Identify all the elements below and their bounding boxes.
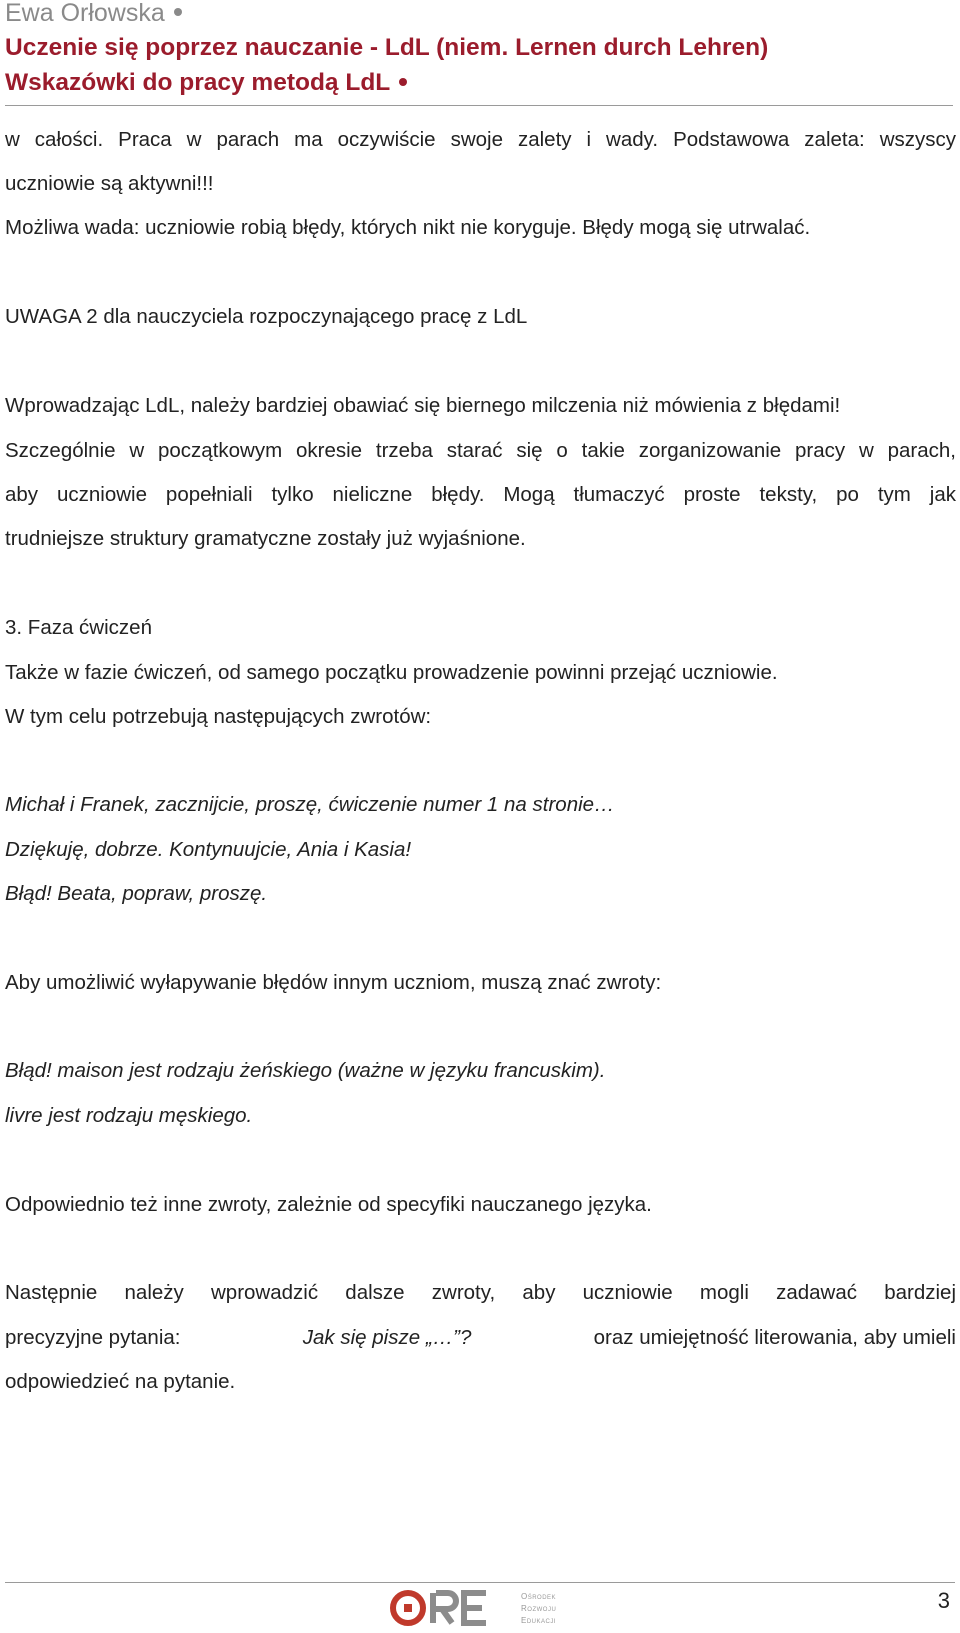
- paragraph-line: W tym celu potrzebują następujących zwrotów:: [5, 705, 432, 728]
- page-number: 3: [937, 1588, 950, 1613]
- section-heading: UWAGA 2 dla nauczyciela rozpoczynającego pracę z LdL: [5, 305, 528, 328]
- subtitle-text: Wskazówki do pracy metodą LdL: [5, 69, 391, 96]
- ore-logo: [388, 1588, 557, 1628]
- logo-caption: Edukacji: [521, 1616, 557, 1625]
- footer-divider: [5, 1582, 955, 1583]
- example-phrase: Błąd! maison jest rodzaju żeńskiego (ważne w języku francuskim).: [5, 1059, 606, 1082]
- italic-question: Jak się pisze „…”?: [302, 1326, 472, 1349]
- author-name: [5, 0, 182, 26]
- example-phrase: Dziękuję, dobrze. Kontynuujcie, Ania i Kasia!: [5, 838, 412, 861]
- paragraph-line: Następnie należy wprowadzić dalsze zwroty, aby uczniowie mogli zadawać bardziej: [5, 1281, 956, 1304]
- logo-caption: Ośrodek: [521, 1592, 557, 1601]
- author-text: Ewa Orłowska: [5, 0, 165, 27]
- logo-caption: Rozwoju: [521, 1604, 557, 1613]
- document-title: Uczenie się poprzez nauczanie - LdL (niem. Lernen durch Lehren): [5, 34, 769, 61]
- paragraph-fragment: oraz umiejętność literowania, aby umieli: [593, 1326, 956, 1349]
- paragraph-line: Aby umożliwić wyłapywanie błędów innym uczniom, muszą znać zwroty:: [5, 971, 662, 994]
- paragraph-fragment: precyzyjne pytania:: [5, 1326, 181, 1349]
- paragraph-line: [5, 1324, 956, 1352]
- example-phrase: Michał i Franek, zacznijcie, proszę, ćwiczenie numer 1 na stronie…: [5, 793, 615, 816]
- paragraph-line: Szczególnie w początkowym okresie trzeba starać się o takie zorganizowanie pracy w parach,: [5, 439, 956, 462]
- paragraph-line: odpowiedzieć na pytanie.: [5, 1370, 236, 1393]
- paragraph-line: trudniejsze struktury gramatyczne zostały już wyjaśnione.: [5, 527, 526, 550]
- example-phrase: Błąd! Beata, popraw, proszę.: [5, 882, 268, 905]
- paragraph-line: Odpowiednio też inne zwroty, zależnie od specyfiki nauczanego języka.: [5, 1193, 652, 1216]
- bullet-icon: [399, 78, 407, 86]
- paragraph-line: uczniowie są aktywni!!!: [5, 172, 214, 195]
- example-phrase: livre jest rodzaju męskiego.: [5, 1104, 253, 1127]
- paragraph-line: Możliwa wada: uczniowie robią błędy, których nikt nie koryguje. Błędy mogą się utrwalać.: [5, 216, 811, 239]
- paragraph-line: Także w fazie ćwiczeń, od samego początku prowadzenie powinni przejąć uczniowie.: [5, 661, 778, 684]
- paragraph-line: aby uczniowie popełniali tylko nieliczne błędy. Mogą tłumaczyć proste teksty, po tym jak: [5, 483, 956, 506]
- document-subtitle: [5, 68, 407, 98]
- header-divider: [5, 105, 953, 106]
- bullet-icon: [174, 8, 182, 16]
- section-heading: 3. Faza ćwiczeń: [5, 616, 152, 639]
- paragraph-line: w całości. Praca w parach ma oczywiście swoje zalety i wady. Podstawowa zaleta: wszyscy: [5, 128, 956, 151]
- ore-logo-icon: [388, 1588, 518, 1628]
- paragraph-line: Wprowadzając LdL, należy bardziej obawiać się biernego milczenia niż mówienia z błędami!: [5, 394, 841, 417]
